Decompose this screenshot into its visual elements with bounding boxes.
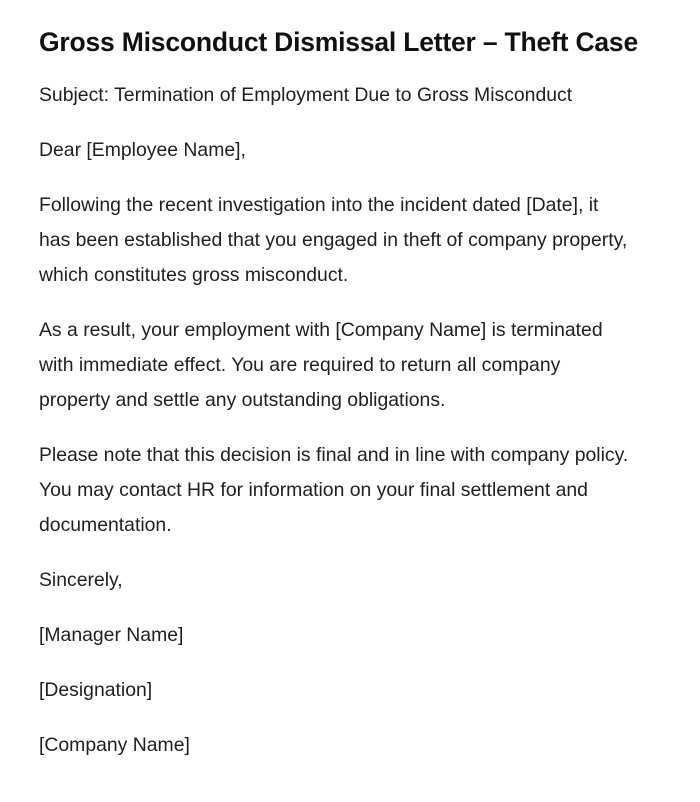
salutation: Dear [Employee Name], xyxy=(39,139,246,161)
signature-company-name: [Company Name] xyxy=(39,734,190,756)
body-paragraph-2: As a result, your employment with [Company Name] is terminated with immediate effect. You are required to return all company property and settle any outstanding obligations. xyxy=(39,319,603,411)
body-paragraph-1: Following the recent investigation into the incident dated [Date], it has been established that you engaged in theft of company property, which constitutes gross misconduct. xyxy=(39,194,628,286)
signature-block xyxy=(39,563,632,763)
body-paragraph-3: Please note that this decision is final and in line with company policy. You may contact HR for information on your final settlement and documentation. xyxy=(39,444,629,536)
closing-salutation: Sincerely, xyxy=(39,569,123,591)
page-title: Gross Misconduct Dismissal Letter – Theft Case xyxy=(39,27,639,57)
letter-body xyxy=(39,78,632,763)
signature-manager-name: [Manager Name] xyxy=(39,624,184,646)
subject-line: Subject: Termination of Employment Due to Gross Misconduct xyxy=(39,84,573,106)
signature-designation: [Designation] xyxy=(39,679,153,701)
